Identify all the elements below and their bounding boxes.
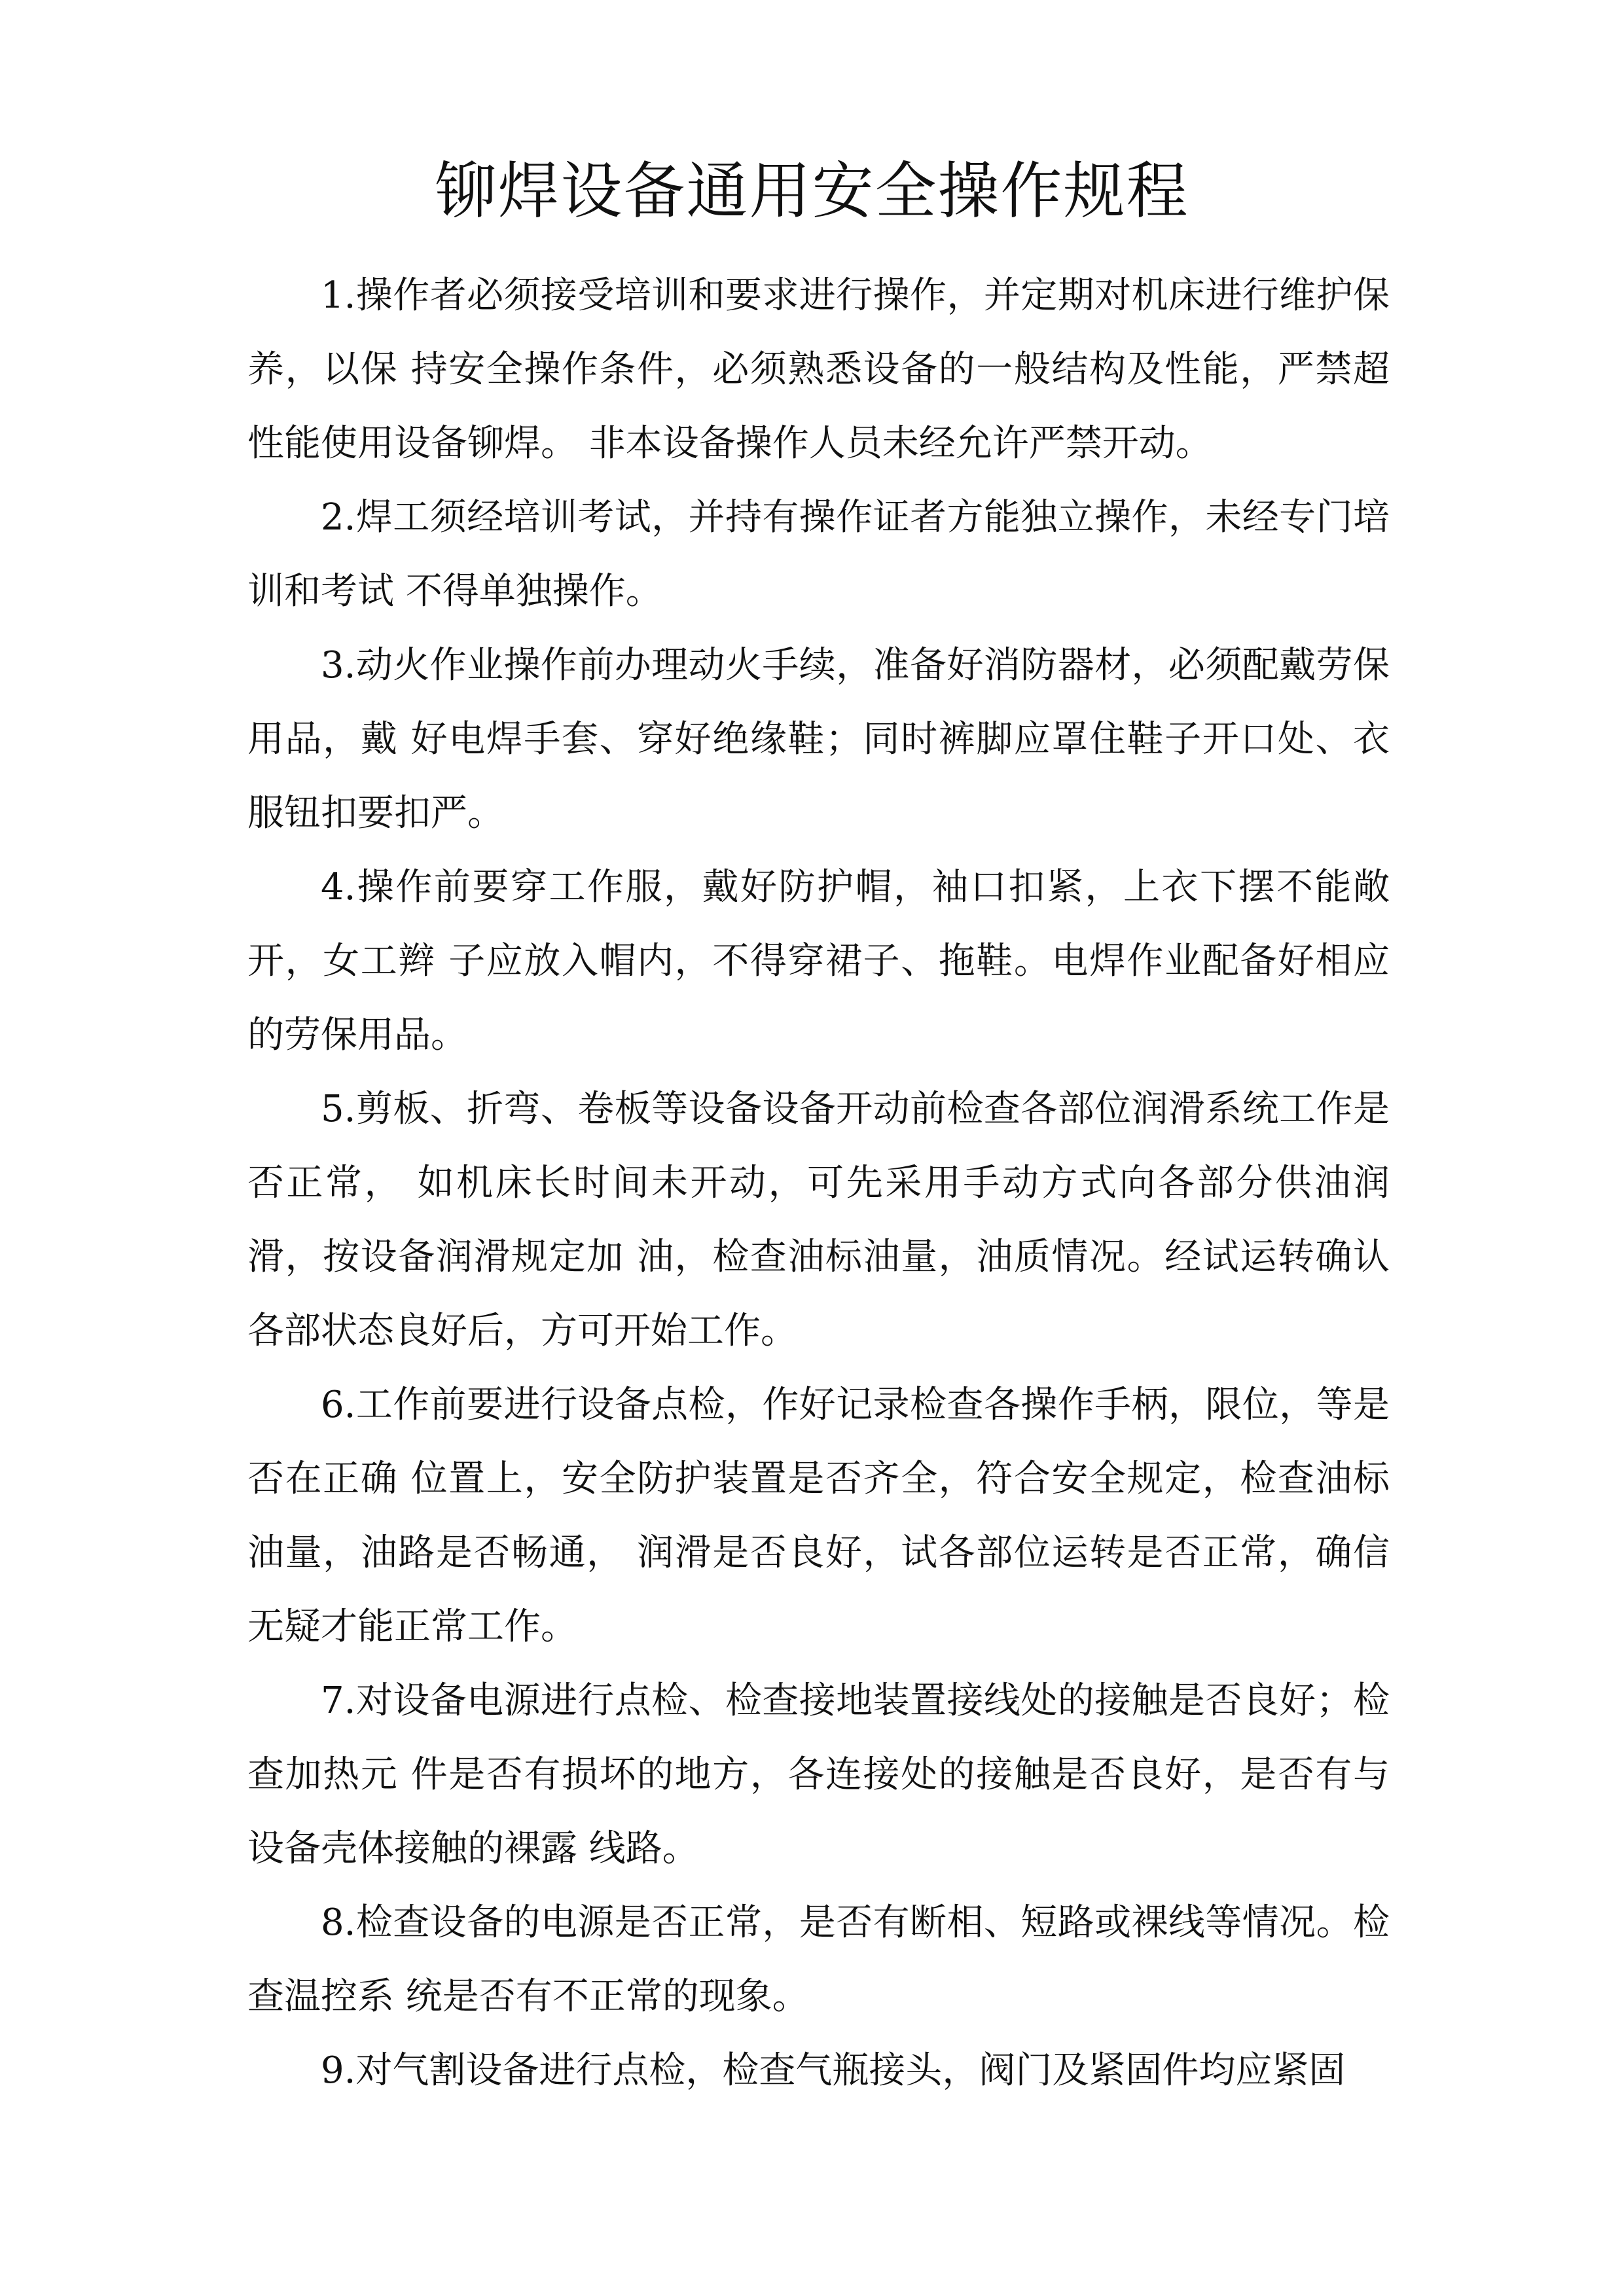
rule-paragraph-1: 1.操作者必须接受培训和要求进行操作，并定期对机床进行维护保养，以保 持安全操作条件，必须熟悉设备的一般结构及性能，严禁超性能使用设备铆焊。 非本设备操作人员未经允许严禁开动。 bbox=[247, 274, 1390, 465]
rule-paragraph-2: 2.焊工须经培训考试，并持有操作证者方能独立操作，未经专门培训和考试 不得单独操作。 bbox=[247, 496, 1390, 613]
rule-paragraph-5: 5.剪板、折弯、卷板等设备设备开动前检查各部位润滑系统工作是否正常， 如机床长时间未开动，可先采用手动方式向各部分供油润滑，按设备润滑规定加 油，检查油标油量，油质情况。经试运转确认各部状态良好后，方可开始工作。 bbox=[247, 1088, 1390, 1352]
rule-paragraph-8: 8.检查设备的电源是否正常，是否有断相、短路或裸线等情况。检查温控系 统是否有不正常的现象。 bbox=[247, 1901, 1390, 2018]
document-title: 铆焊设备通用安全操作规程 bbox=[435, 156, 1189, 227]
rule-paragraph-7: 7.对设备电源进行点检、检查接地装置接线处的接触是否良好；检查加热元 件是否有损坏的地方，各连接处的接触是否良好，是否有与设备壳体接触的裸露 线路。 bbox=[247, 1679, 1390, 1870]
rule-paragraph-6: 6.工作前要进行设备点检，作好记录检查各操作手柄，限位，等是否在正确 位置上，安全防护装置是否齐全，符合安全规定，检查油标油量，油路是否畅通， 润滑是否良好，试各部位运转是否正常，确信无疑才能正常工作。 bbox=[247, 1384, 1390, 1648]
document-body bbox=[247, 259, 1390, 2108]
rule-paragraph-4: 4.操作前要穿工作服，戴好防护帽，袖口扣紧，上衣下摆不能敞开，女工辫 子应放入帽内，不得穿裙子、拖鞋。电焊作业配备好相应的劳保用品。 bbox=[247, 866, 1390, 1056]
rule-paragraph-3: 3.动火作业操作前办理动火手续，准备好消防器材，必须配戴劳保用品，戴 好电焊手套、穿好绝缘鞋；同时裤脚应罩住鞋子开口处、衣服钮扣要扣严。 bbox=[247, 644, 1390, 834]
rule-paragraph-9: 9.对气割设备进行点检，检查气瓶接头，阀门及紧固件均应紧固 bbox=[321, 2049, 1346, 2092]
